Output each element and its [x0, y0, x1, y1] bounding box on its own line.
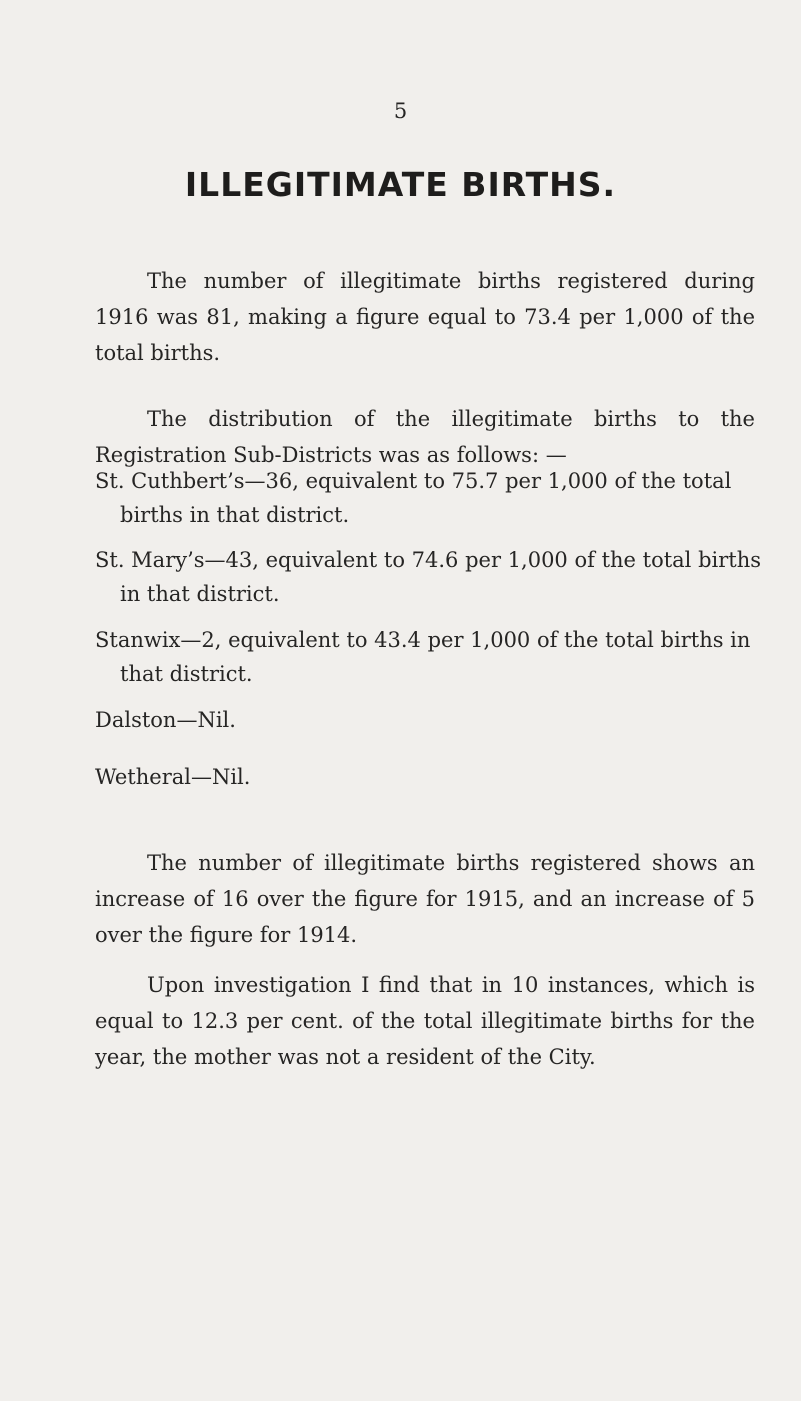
- comparison-paragraph: The number of illegitimate births registered shows an increase of 16 over the figure for 1915, and an increase of 5 over the figure for 1914.: [95, 851, 755, 947]
- intro-paragraph: The number of illegitimate births registered during 1916 was 81, making a figure equal to 73.4 per 1,000 of the total births.: [95, 269, 755, 365]
- section-heading: ILLEGITIMATE BIRTHS.: [184, 165, 617, 204]
- distribution-paragraph: The distribution of the illegitimate births to the Registration Sub-Districts was as follows: —: [95, 407, 755, 467]
- district-entry-st-marys: St. Mary’s—43, equivalent to 74.6 per 1,000 of the total births in that district.: [95, 548, 762, 606]
- district-entry-stanwix: Stanwix—2, equivalent to 43.4 per 1,000 of the total births in that district.: [95, 628, 751, 686]
- district-entry-dalston: Dalston—Nil.: [95, 708, 236, 732]
- page-number: 5: [393, 99, 408, 123]
- district-entry-wetheral: Wetheral—Nil.: [95, 765, 251, 789]
- district-entry-st-cuthberts: St. Cuthbert’s—36, equivalent to 75.7 per 1,000 of the total births in that district.: [95, 469, 732, 527]
- investigation-paragraph: Upon investigation I find that in 10 instances, which is equal to 12.3 per cent. of the total illegitimate births for the year, the mother was not a resident of the City.: [95, 973, 755, 1069]
